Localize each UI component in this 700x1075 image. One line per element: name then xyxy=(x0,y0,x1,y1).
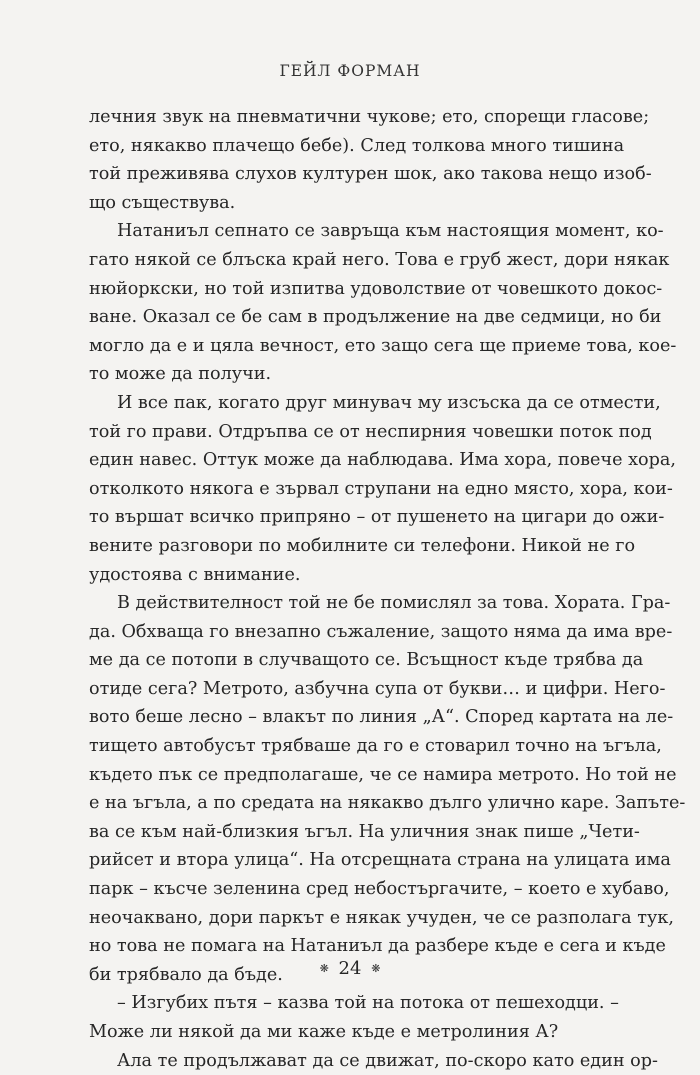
text-line: Ала те продължават да се движат, по-скоро като един ор- xyxy=(117,1050,658,1071)
text-line: В действителност той не бе помислял за това. Хората. Гра- xyxy=(117,593,671,614)
running-head: ГЕЙЛ ФОРМАН xyxy=(279,62,421,80)
body-text xyxy=(89,103,686,1075)
text-line: лечния звук на пневматични чукове; ето, спорещи гласове; xyxy=(89,107,650,127)
text-line: гато някой се блъска край него. Това е груб жест, дори някак xyxy=(89,249,670,270)
text-line: нюйоркски, но той изпитва удоволствие от човешкото докос- xyxy=(89,278,663,299)
text-line: Натаниъл сепнато се завръща към настоящия момент, ко- xyxy=(117,221,664,242)
text-line: отиде сега? Метрото, азбучна супа от букви… и цифри. Него- xyxy=(89,678,666,699)
text-line: тището автобусът трябваше да го е стоварил точно на ъгъла, xyxy=(89,736,662,757)
text-line: но това не помага на Натаниъл да разбере къде е сега и къде xyxy=(89,936,666,957)
text-line: един навес. Оттук може да наблюдава. Има хора, повече хора, xyxy=(89,450,676,471)
text-line: отколкото някога е зървал струпани на едно място, хора, кои- xyxy=(89,478,673,499)
page-number xyxy=(0,958,700,979)
ornament-right-icon: ❋ xyxy=(371,962,381,975)
ornament-left-icon: ❋ xyxy=(319,962,329,975)
text-line: удостоява с внимание. xyxy=(89,564,301,585)
text-line: то вършат всичко припряно – от пушенето на цигари до ожи- xyxy=(89,507,665,528)
text-line: да. Обхваща го внезапно съжаление, защото няма да има вре- xyxy=(89,621,673,642)
text-line: – Изгубих пътя – казва той на потока от пешеходци. – xyxy=(117,993,619,1014)
text-line: И все пак, когато друг минувач му изсъска да се отмести, xyxy=(117,392,661,413)
text-line: що съществува. xyxy=(89,192,236,213)
text-line: ване. Оказал се бе сам в продължение на две седмици, но би xyxy=(89,307,662,328)
text-line: то може да получи. xyxy=(89,364,272,385)
text-line: е на ъгъла, а по средата на някакво дълго улично каре. Запъте- xyxy=(89,793,686,814)
text-line: би трябвало да бъде. xyxy=(89,964,283,985)
text-line: парк – късче зеленина сред небостъргачите, – което е хубаво, xyxy=(89,879,670,900)
text-line: където пък се предполагаше, че се намира метрото. Но той не xyxy=(89,764,677,785)
text-line: неочаквано, дори паркът е някак учуден, че се разполага тук, xyxy=(89,907,674,928)
text-line: вените разговори по мобилните си телефони. Никой не го xyxy=(89,535,636,556)
text-line: ва се към най-близкия ъгъл. На уличния знак пише „Чети- xyxy=(89,821,640,842)
text-line: Може ли някой да ми каже къде е метролиния А? xyxy=(89,1022,559,1042)
text-line: могло да е и цяла вечност, ето защо сега ще приеме това, кое- xyxy=(89,335,677,356)
page-number-value: 24 xyxy=(338,958,362,979)
text-line: той преживява слухов културен шок, ако такова нещо изоб- xyxy=(89,164,652,185)
text-line: ето, някакво плачещо бебе). След толкова много тишина xyxy=(89,135,625,156)
text-line: вото беше лесно – влакът по линия „А“. Според картата на ле- xyxy=(89,707,674,728)
text-line: той го прави. Отдръпва се от неспирния човешки поток под xyxy=(89,421,652,442)
text-line: рийсет и втора улица“. На отсрещната страна на улицата има xyxy=(89,850,671,871)
text-line: ме да се потопи в случващото се. Всъщност къде трябва да xyxy=(89,650,644,671)
